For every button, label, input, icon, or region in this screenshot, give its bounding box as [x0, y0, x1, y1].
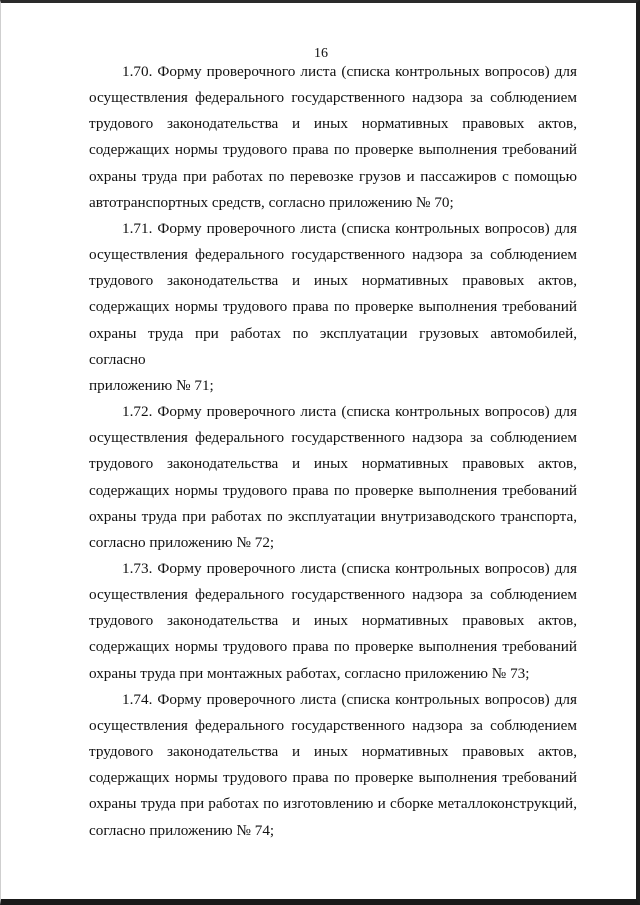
- paragraph-line: трудового законодательства и иных нормативных правовых актов,: [89, 455, 577, 473]
- paragraph-line: охраны труда при монтажных работах, согласно приложению № 73;: [89, 664, 530, 682]
- paragraph-line: трудового законодательства и иных нормативных правовых актов,: [89, 272, 577, 290]
- paragraph-line: осуществления федерального государственного надзора за соблюдением: [89, 586, 577, 604]
- paragraph-line: содержащих нормы трудового права по проверке выполнения требований: [89, 638, 577, 656]
- paragraph-line: осуществления федерального государственного надзора за соблюдением: [89, 716, 577, 734]
- paragraph-line: охраны труда при работах по эксплуатации грузовых автомобилей, согласно: [89, 324, 577, 368]
- paragraph-line: трудового законодательства и иных нормативных правовых актов,: [89, 743, 577, 761]
- paragraph-line: 1.74. Форму проверочного листа (списка контрольных вопросов) для: [122, 690, 577, 708]
- paragraph-line: 1.71. Форму проверочного листа (списка контрольных вопросов) для: [122, 219, 577, 237]
- paragraph-line: охраны труда при работах по перевозке грузов и пассажиров с помощью: [89, 167, 577, 185]
- paragraph-1-72: [89, 399, 577, 556]
- paragraph-1-71: [89, 216, 577, 399]
- paragraph-line: содержащих нормы трудового права по проверке выполнения требований: [89, 141, 577, 159]
- paragraph-line: осуществления федерального государственного надзора за соблюдением: [89, 429, 577, 447]
- paragraph-line: приложению № 71;: [89, 376, 214, 394]
- paragraph-line: трудового законодательства и иных нормативных правовых актов,: [89, 115, 577, 133]
- paragraph-line: 1.70. Форму проверочного листа (списка контрольных вопросов) для: [122, 63, 577, 80]
- paragraph-line: содержащих нормы трудового права по проверке выполнения требований: [89, 298, 577, 316]
- page-number: 16: [314, 46, 328, 61]
- paragraph-line: охраны труда при работах по эксплуатации внутризаводского транспорта,: [89, 507, 577, 525]
- paragraph-line: содержащих нормы трудового права по проверке выполнения требований: [89, 769, 577, 787]
- paragraph-line: осуществления федерального государственного надзора за соблюдением: [89, 246, 577, 264]
- paragraph-1-74: [89, 687, 577, 844]
- paragraph-line: согласно приложению № 72;: [89, 533, 275, 551]
- paragraph-line: автотранспортных средств, согласно приложению № 70;: [89, 193, 454, 211]
- paragraph-line: содержащих нормы трудового права по проверке выполнения требований: [89, 481, 577, 499]
- document-body: [89, 59, 577, 844]
- paragraph-line: охраны труда при работах по изготовлению и сборке металлоконструкций,: [89, 795, 577, 813]
- paragraph-line: 1.72. Форму проверочного листа (списка контрольных вопросов) для: [122, 403, 577, 421]
- paragraph-1-73: [89, 556, 577, 687]
- paragraph-line: 1.73. Форму проверочного листа (списка контрольных вопросов) для: [122, 559, 577, 577]
- paragraph-1-70: [89, 59, 577, 216]
- paragraph-line: осуществления федерального государственного надзора за соблюдением: [89, 89, 577, 107]
- paragraph-line: согласно приложению № 74;: [89, 821, 275, 839]
- paragraph-line: трудового законодательства и иных нормативных правовых актов,: [89, 612, 577, 630]
